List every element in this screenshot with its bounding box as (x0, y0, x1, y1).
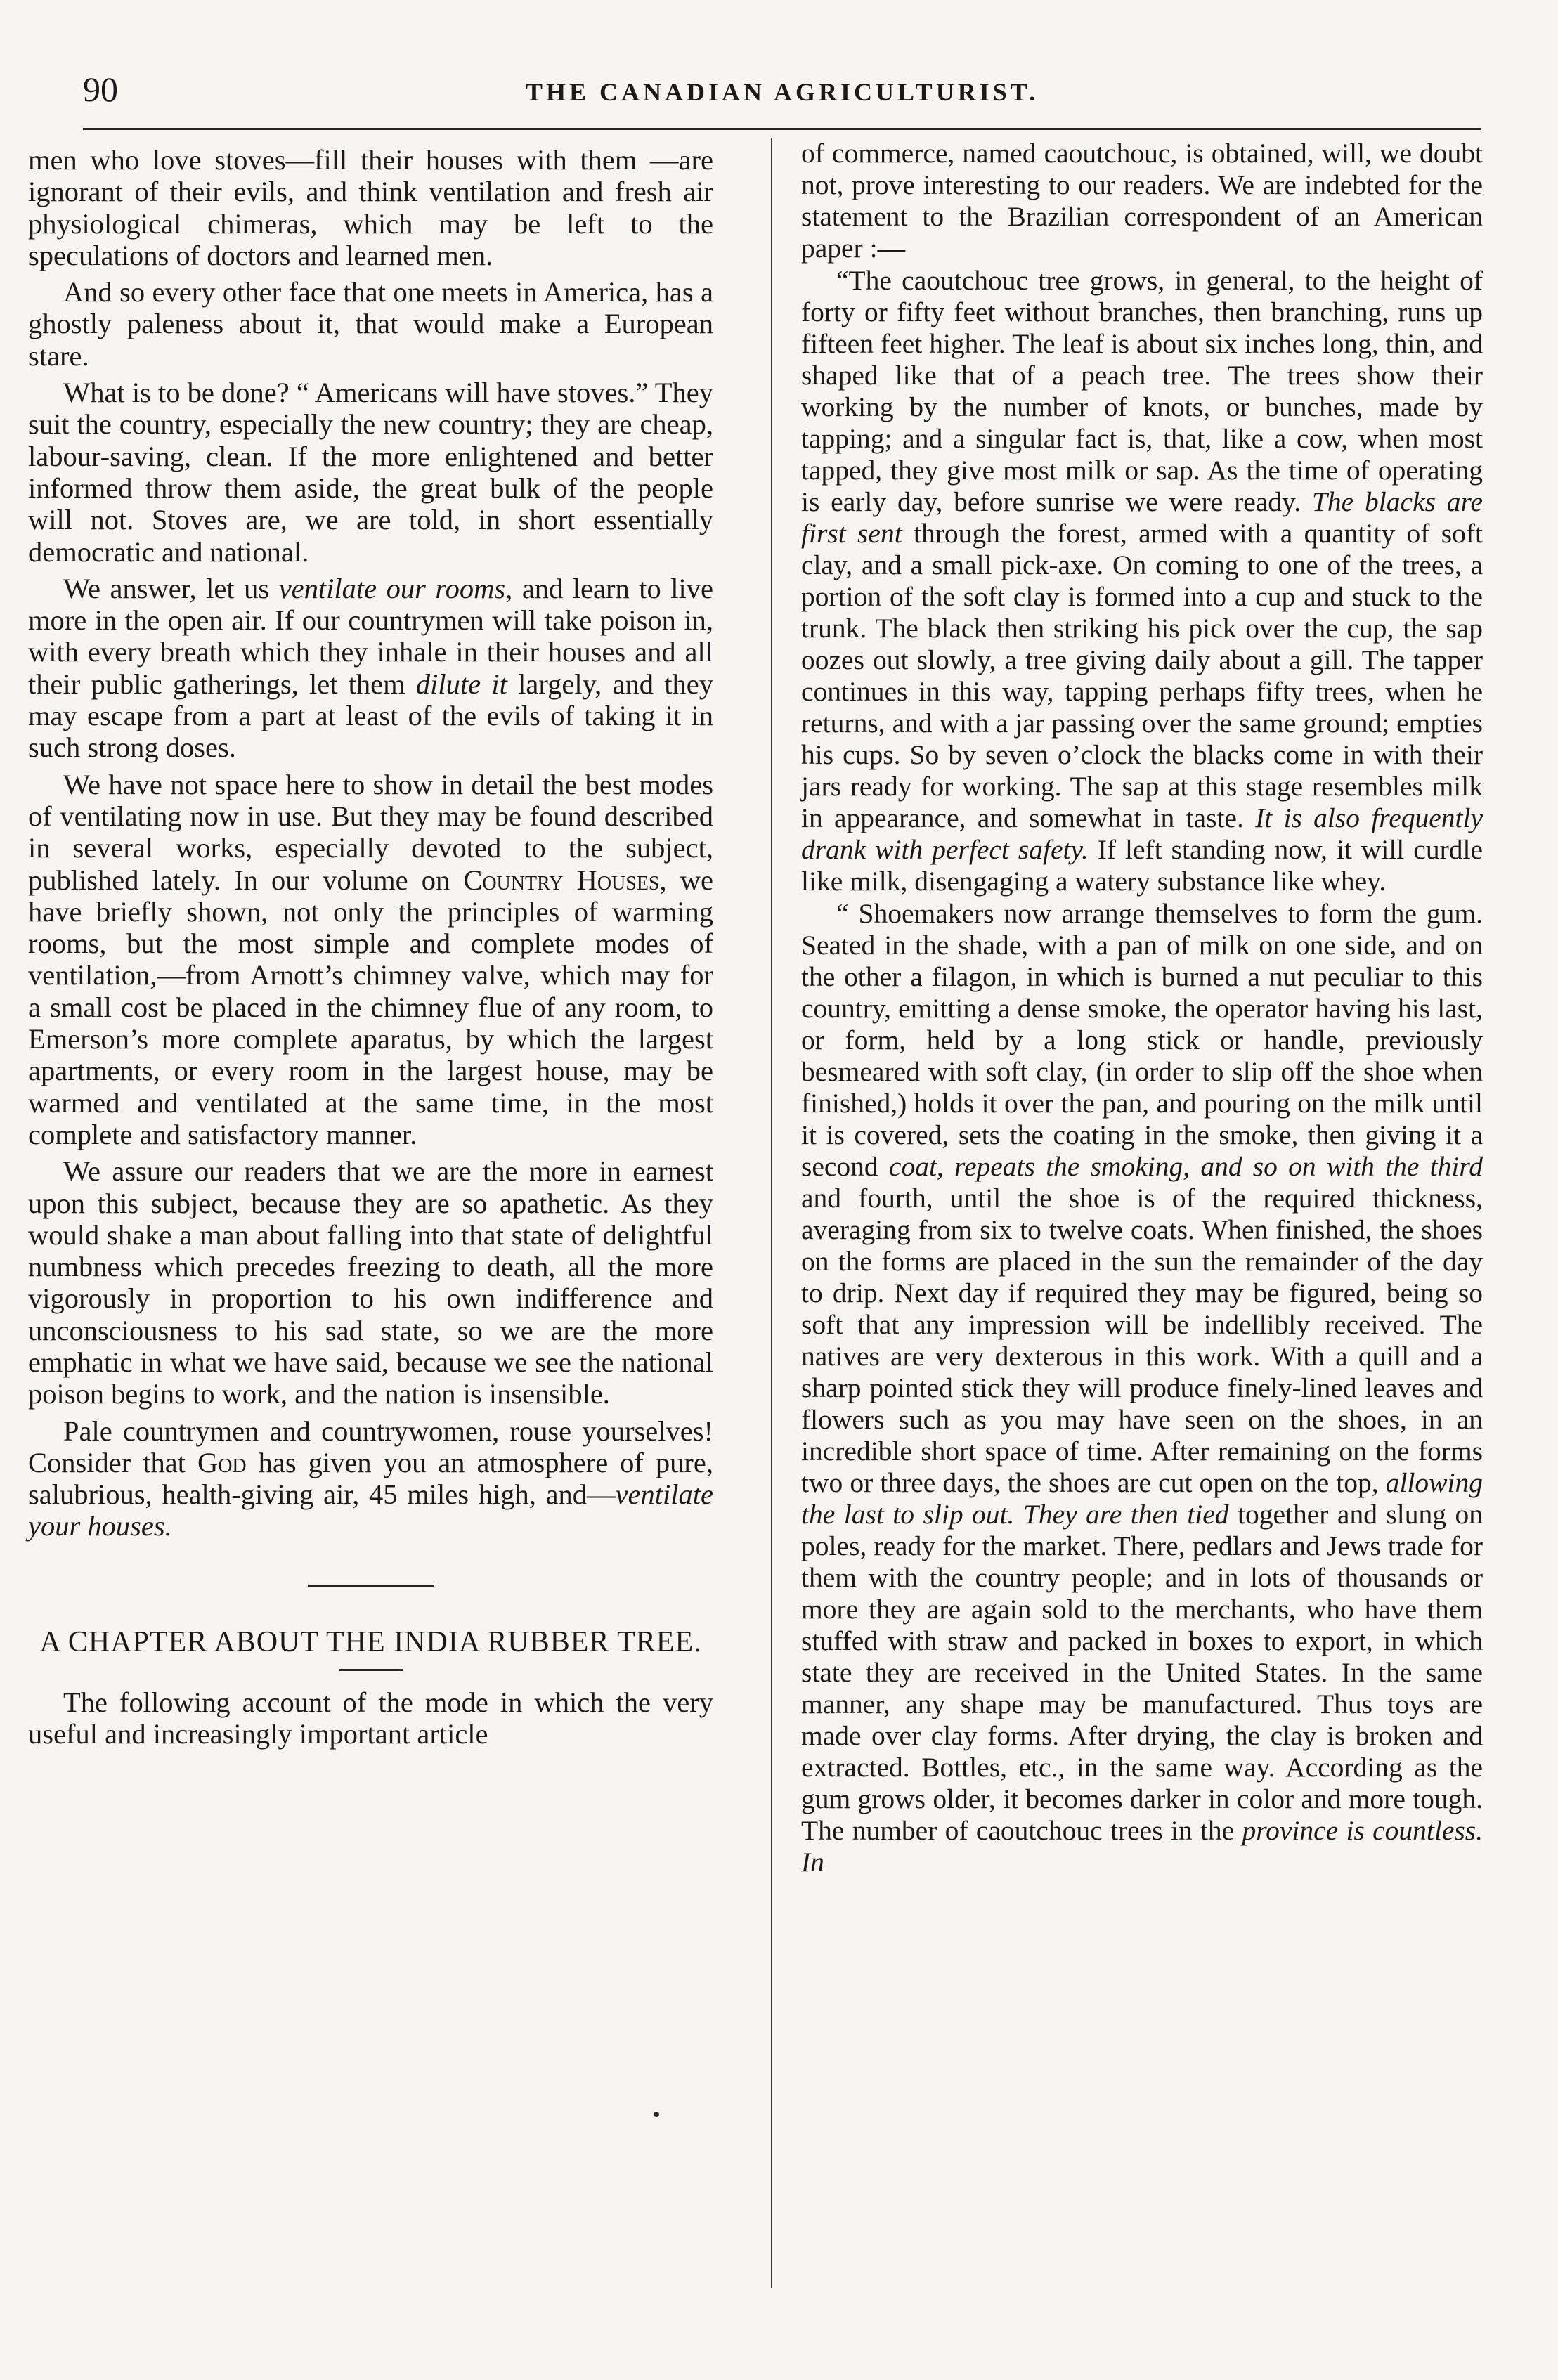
page-number: 90 (83, 70, 118, 109)
paragraph (28, 769, 713, 1151)
paragraph (28, 1415, 713, 1542)
text-run: Pale countrymen and countrywomen, rouse yourselves! Consider that (28, 1415, 713, 1478)
footer-mark (654, 2112, 659, 2117)
chapter-title: A CHAPTER ABOUT THE INDIA RUBBER TREE. (39, 1625, 702, 1658)
column-divider (771, 138, 772, 2288)
paragraph: We assure our readers that we are the more in earnest upon this subject, because they are so apathetic. As they would shake a man about falling into that state of delightful numbness which precedes freezing to death, all the more vigorously in proportion to his own indifference and unconsciousness to his sad state, so we are the more emphatic in what we have said, because we see the national poison begins to work, and the nation is insensible. (28, 1155, 713, 1410)
paragraph: of commerce, named caoutchouc, is obtained, will, we doubt not, prove interesting to our readers. We are indebted for the statement to the Brazilian correspondent of an American paper :— (801, 138, 1483, 264)
text-run: largely, and they may escape from a part at least of the evils of taking it in such strong doses. (28, 668, 713, 764)
paragraph: And so every other face that one meets in America, has a ghostly paleness about it, that would make a European stare. (28, 276, 713, 372)
left-column (28, 144, 713, 1755)
right-column (801, 138, 1483, 1879)
paragraph: men who love stoves—fill their houses with them —are ignorant of their evils, and think ventilation and fresh air physiological chimeras, which may be left to the speculations of doctors and learned men. (28, 144, 713, 271)
text-run: “The caoutchouc tree grows, in general, to the height of forty or fifty feet without branches, then branching, runs up fifteen feet higher. The leaf is about six inches long, thin, and shaped like that of a peach tree. The trees show their working by the number of knots, or bunches, made by tapping; and a singular fact is, that, like a cow, when most tapped, they give most milk or sap. As the time of operating is early day, before sunrise we were ready. (801, 265, 1483, 517)
emphasis-text: The blacks are first sent (801, 486, 1483, 549)
text-run: “ Shoemakers now arrange themselves to form the gum. Seated in the shade, with a pan of milk on one side, and on the other a filagon, in which is burned a nut peculiar to this country, emitting a dense smoke, the operator having his last, or form, held by a long stick or handle, previously besmeared with soft clay, (in order to slip off the shoe when finished,) holds it over the pan, and pouring on the milk until it is covered, sets the coating in the smoke, then giving it a second (801, 898, 1483, 1182)
text-run: We have not space here to show in detail the best modes of ventilating now in use. But they may be found described in several works, especially devoted to the subject, published lately. In our volume on (28, 768, 713, 896)
text-run: If left standing now, it will curdle like milk, disengaging a watery substance like whey. (801, 834, 1483, 897)
paragraph: The following account of the mode in which the very useful and increasingly important article (28, 1686, 713, 1750)
text-run: and fourth, until the shoe is of the required thickness, averaging from six to twelve coats. When finished, the shoes on the forms are placed in the sun the remainder of the day to drip. Next day if required they may be figured, being so soft that any impression will be indellibly received. The natives are very dexterous in this work. With a quill and a sharp pointed stick they will produce finely-lined leaves and flowers such as you may have seen on the shoes, in an incredible short space of time. After remaining on the forms two or three days, the shoes are cut open on the top, (801, 1183, 1483, 1498)
emphasis-text: dilute it (415, 668, 507, 700)
small-caps-text: Country Houses (463, 864, 660, 896)
paragraph (801, 265, 1483, 897)
text-run: together and slung on poles, ready for the market. There, pedlars and Jews trade for them with the country people; and in lots of thousands or more they are again sold to the merchants, who have them stuffed with straw and packed in boxes to export, in which state they are received in the United States. In the same manner, any shape may be manufactured. Thus toys are made over clay forms. After drying, the clay is broken and extracted. Bottles, etc., in the same way. According as the gum grows older, it becomes darker in color and more tough. The number of caoutchouc trees in the (801, 1499, 1483, 1846)
paragraph: What is to be done? “ Americans will have stoves.” They suit the country, especially the new country; they are cheap, labour-saving, clean. If the more enlightened and better informed throw them aside, the great bulk of the people will not. Stoves are, we are told, in short essentially democratic and national. (28, 377, 713, 568)
text-run: We answer, let us (63, 572, 279, 604)
text-run: , and learn to live more in the open air. If our countrymen will take poison in, with every breath which they inhale in their houses and all their public gatherings, let them (28, 572, 713, 700)
running-title: THE CANADIAN AGRICULTURIST. (525, 78, 1039, 106)
emphasis-text: coat, repeats the smoking, and so on with the third (888, 1151, 1483, 1182)
paragraph (28, 573, 713, 764)
title-rule (339, 1669, 403, 1671)
text-run: through the forest, armed with a quantity of soft clay, and a small pick-axe. On coming to one of the trees, a portion of the soft clay is formed into a cup and stuck to the trunk. The black then striking his pick over the cup, the sap oozes out slowly, a tree giving daily about a gill. The tapper continues in this way, tapping perhaps fifty trees, when he returns, and with a jar passing over the same ground; empties his cups. So by seven o’clock the blacks come in with their jars ready for working. The sap at this stage resembles milk in appearance, and somewhat in taste. (801, 518, 1483, 833)
text-run: has given you an atmosphere of pure, salubrious, health-giving air, 45 miles high, and— (28, 1446, 713, 1511)
emphasis-text: ventilate our rooms (278, 572, 506, 604)
emphasis-text: ventilate your houses. (28, 1478, 713, 1542)
emphasis-text: allowing the last to slip out. They are then tied (801, 1467, 1483, 1530)
paragraph (801, 898, 1483, 1878)
section-rule (308, 1585, 434, 1587)
small-caps-text: God (197, 1446, 247, 1478)
emphasis-text: It is also frequently drank with perfect safety. (801, 802, 1483, 865)
header-rule (83, 128, 1481, 130)
page-header (83, 65, 1481, 114)
emphasis-text: province is countless. In (801, 1815, 1483, 1878)
text-run: , we have briefly shown, not only the principles of warming rooms, but the most simple and complete modes of ventilation,—from Arnott’s chimney valve, which may for a small cost be placed in the chimney flue of any room, to Emerson’s more complete aparatus, by which the largest apartments, or every room in the largest house, may be warmed and ventilated at the same time, in the most complete and satisfactory manner. (28, 864, 713, 1150)
